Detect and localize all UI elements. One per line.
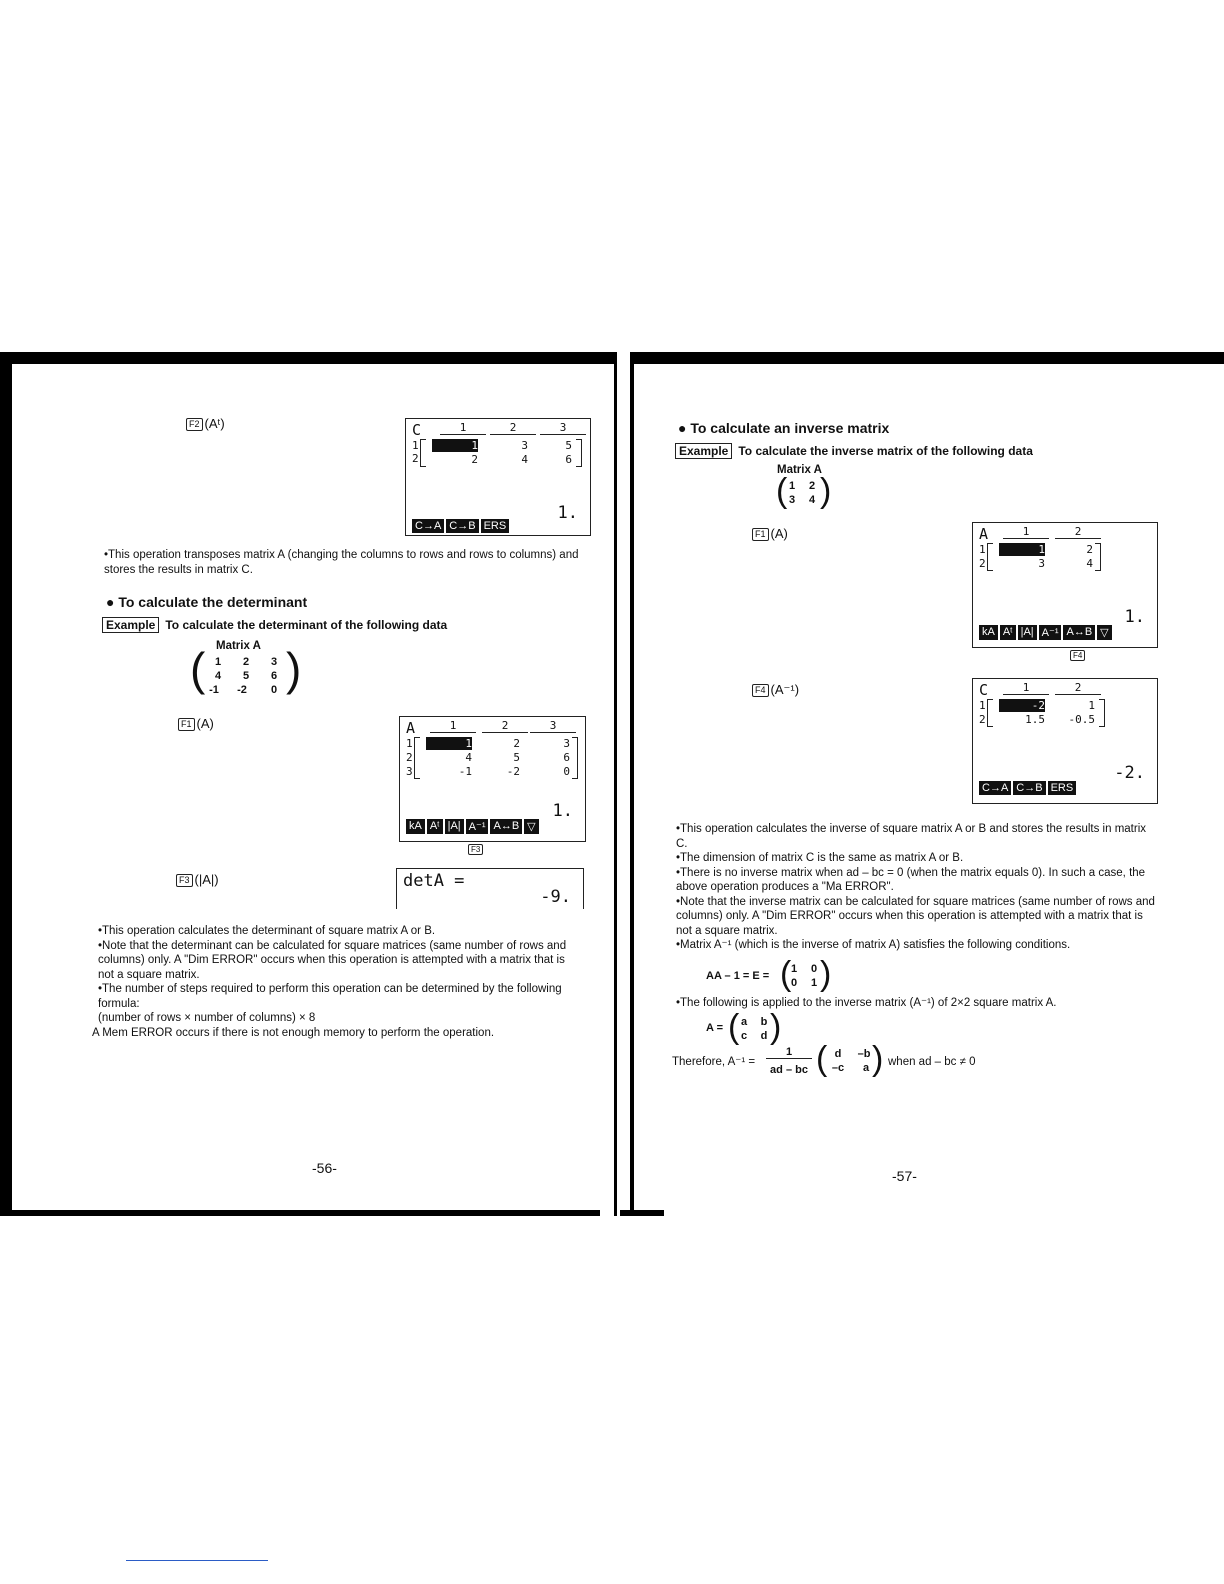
paren-left: ( [190,643,206,695]
lcd-matrix-a [972,522,1158,648]
lcd-result: 1. [552,801,573,821]
example-text: To calculate the determinant of the following data [165,618,448,632]
step-transpose [186,416,225,431]
lcd-menu-bar [979,625,1112,640]
condition-text: when ad – bc ≠ 0 [888,1056,976,1068]
matrix-bracket-left [414,737,420,779]
paren-left: ( [728,1008,740,1046]
step-determinant [176,872,219,887]
matrix-value: a [740,1016,748,1028]
step-inverse [752,682,799,698]
row-label: 3 [406,765,413,778]
formula-note: •The following is applied to the inverse matrix (A⁻¹) of 2×2 square matrix A. [676,997,1057,1009]
menu-ers: ERS [481,519,510,533]
menu-swap: A↔B [1063,625,1095,640]
lcd-header: C [412,421,422,439]
lcd-result: -9. [540,887,571,907]
matrix-cell: -1 [458,765,472,778]
note-line: •This operation calculates the inverse of square matrix A or B and stores the results in matrix C. [676,823,1146,850]
matrix-value: d [834,1048,842,1060]
matrix-value: –b [857,1048,871,1060]
col-label: 2 [482,719,528,733]
spread-top-edge [0,352,1224,364]
note-line: •There is no inverse matrix when ad – bc = 0 (when the matrix equals 0). In such a case, the above operation produces a "Ma ERROR". [676,866,1146,893]
paren-right: ) [872,1040,884,1078]
menu-more-icon: ▽ [1097,625,1111,640]
col-label: 2 [1055,525,1101,539]
matrix-cell: 1 [432,439,478,452]
matrix-bracket-right [572,737,578,779]
matrix-cell: 5 [513,751,520,764]
matrix-bracket-right [576,439,582,467]
matrix-cell: 3 [563,737,570,750]
lcd-result: -2. [1114,763,1145,783]
matrix-cell: 4 [465,751,472,764]
matrix-value: -1 [209,684,219,696]
matrix-value: 6 [270,670,278,682]
menu-inverse: A⁻¹ [466,819,489,834]
matrix-value: –c [831,1062,845,1074]
matrix-cell: 1.5 [1025,713,1045,726]
lcd-inverse [972,678,1158,804]
det-example [102,618,447,632]
fraction-numerator: 1 [766,1046,812,1059]
row-label: 2 [979,713,986,726]
example-tag: Example [675,443,732,459]
abcd-matrix [728,1008,782,1046]
step-label: (A) [770,526,788,541]
col-label: 1 [440,421,486,435]
transpose-note: •This operation transposes matrix A (changing the columns to rows and rows to columns) and stores the results in matrix C. [104,549,579,576]
note-line: •The dimension of matrix C is the same as matrix A or B. [676,852,964,864]
row-label: 2 [979,557,986,570]
matrix-value: 2 [808,480,816,492]
row-label: 1 [979,699,986,712]
matrix-cell: 2 [471,453,478,466]
matrix-label: Matrix A [216,640,261,652]
matrix-bracket-left [420,439,426,467]
matrix-value: 3 [788,494,796,506]
page-number-57: -57- [892,1168,917,1184]
f2-key-icon: F2 [186,418,203,431]
row-label: 1 [412,439,419,452]
matrix-value: 1 [810,977,818,989]
det-notes [92,924,584,1040]
f3-key-icon: F3 [176,874,193,887]
matrix-cell: 2 [513,737,520,750]
note-line: •Note that the inverse matrix can be calculated for square matrices (same number of rows and columns) only. A "Dim ERROR" occurs when this operation is attempted with a matrix that is not a square matrix. [676,895,1155,937]
matrix-cell: 0 [563,765,570,778]
abcd-label: A = [706,1022,724,1034]
paren-left: ( [816,1040,828,1078]
paren-right: ) [770,1008,782,1046]
f3-key-icon: F3 [468,844,483,855]
menu-ers: ERS [1048,781,1077,795]
lcd-matrix-a [399,716,586,842]
menu-determinant: |A| [445,819,464,834]
step-label: (Aᵗ) [204,416,225,431]
step-label: (|A|) [194,872,219,887]
col-label: 1 [1003,681,1049,695]
spread-bottom-edge-left [0,1210,600,1216]
col-label: 3 [530,719,576,733]
paren-left: ( [776,472,788,510]
col-label: 1 [430,719,476,733]
matrix-value: 1 [790,963,798,975]
example-text: To calculate the inverse matrix of the following data [738,444,1033,458]
inv-heading: ● To calculate an inverse matrix [678,420,890,436]
matrix-value: 1 [214,656,222,668]
matrix-cell: 1 [426,737,472,750]
step-select-a [752,526,788,541]
page-gutter [614,352,634,1216]
paren-right: ) [820,472,832,510]
col-label: 2 [1055,681,1101,695]
matrix-cell: 1 [999,543,1045,556]
step-label: (A) [196,716,214,731]
matrix-bracket-right [1095,543,1101,571]
matrix-bracket-left [987,699,993,727]
page-number-56: -56- [312,1160,337,1176]
menu-transpose: Aᵗ [1000,625,1016,640]
matrix-cell: 3 [1038,557,1045,570]
matrix-value: c [740,1030,748,1042]
paren-right: ) [820,955,832,993]
step-label: (A⁻¹) [770,682,800,697]
lcd-result: 1. [1124,607,1145,627]
step-select-a [178,716,214,731]
f1-key-icon: F1 [178,718,195,731]
matrix-value: a [862,1062,870,1074]
menu-ka: kA [979,625,998,640]
lcd-menu-bar [406,819,539,834]
matrix-label: Matrix A [777,464,822,476]
lcd-header: A [406,719,416,737]
matrix-value: 5 [242,670,250,682]
row-label: 1 [406,737,413,750]
matrix-value: d [760,1030,768,1042]
matrix-cell: 1 [1088,699,1095,712]
identity-label: AA – 1 = E = [706,970,770,982]
matrix-value: 0 [790,977,798,989]
matrix-cell: 6 [565,453,572,466]
lcd-header: A [979,525,989,543]
lcd-menu-bar [979,781,1076,795]
page-edge-left [0,352,12,1216]
paren-right: ) [286,643,302,695]
matrix-cell: -0.5 [1068,713,1095,726]
note-line: •Note that the determinant can be calculated for square matrices (same number of rows and columns) only. A "Dim ERROR" occurs when this operation is attempted with a matrix that is not a square matrix. [98,939,567,981]
row-label: 2 [406,751,413,764]
lcd-header: C [979,681,989,699]
inv-matrix [776,472,836,510]
menu-c-to-a: C→A [979,781,1011,795]
row-label: 2 [412,452,419,465]
matrix-value: 2 [242,656,250,668]
menu-more-icon: ▽ [524,819,538,834]
paren-left: ( [780,955,792,993]
fraction-denominator: ad – bc [770,1064,808,1076]
menu-c-to-b: C→B [1013,781,1045,795]
note-line: (number of rows × number of columns) × 8 [98,1012,316,1024]
matrix-cell: -2 [506,765,520,778]
matrix-value: 4 [214,670,222,682]
lcd-result: 1. [557,503,578,523]
adjugate-matrix [816,1040,886,1078]
note-line: A Mem ERROR occurs if there is not enough memory to perform the operation. [92,1026,495,1039]
menu-ka: kA [406,819,425,834]
matrix-cell: 3 [521,439,528,452]
therefore-prefix: Therefore, A⁻¹ = [672,1056,756,1068]
matrix-value: 3 [270,656,278,668]
lcd-menu-bar [412,519,509,533]
matrix-cell: -2 [999,699,1045,712]
matrix-bracket-right [1099,699,1105,727]
note-line: •The number of steps required to perform this operation can be determined by the following formula: [98,983,562,1010]
f4-key-icon: F4 [1070,650,1085,661]
inv-notes [676,822,1160,953]
col-label: 1 [1003,525,1049,539]
matrix-value: 0 [270,684,278,696]
spread-bottom-edge-right [620,1210,664,1216]
matrix-cell: 2 [1086,543,1093,556]
col-label: 3 [540,421,586,435]
lcd-determinant [396,868,584,909]
note-line: •Matrix A⁻¹ (which is the inverse of matrix A) satisfies the following conditions. [676,939,1071,951]
row-label: 1 [979,543,986,556]
inv-example [675,444,1033,458]
menu-transpose: Aᵗ [427,819,443,834]
f4-key-icon: F4 [752,684,769,697]
footer-link-line [126,1560,268,1561]
menu-inverse: A⁻¹ [1039,625,1062,640]
note-line: •This operation calculates the determinant of square matrix A or B. [98,925,436,937]
menu-swap: A↔B [490,819,522,834]
det-expression: detA = [403,871,465,891]
matrix-cell: 4 [521,453,528,466]
identity-matrix [780,955,832,993]
menu-c-to-b: C→B [446,519,478,533]
lcd-transpose [405,418,591,536]
example-tag: Example [102,617,159,633]
matrix-value: -2 [237,684,247,696]
matrix-value: 4 [808,494,816,506]
det-heading: ● To calculate the determinant [106,594,308,610]
matrix-cell: 4 [1086,557,1093,570]
matrix-value: 0 [810,963,818,975]
col-label: 2 [490,421,536,435]
matrix-cell: 6 [563,751,570,764]
matrix-value: 1 [788,480,796,492]
matrix-cell: 5 [565,439,572,452]
matrix-bracket-left [987,543,993,571]
matrix-value: b [760,1016,768,1028]
f1-key-icon: F1 [752,528,769,541]
menu-determinant: |A| [1018,625,1037,640]
menu-c-to-a: C→A [412,519,444,533]
